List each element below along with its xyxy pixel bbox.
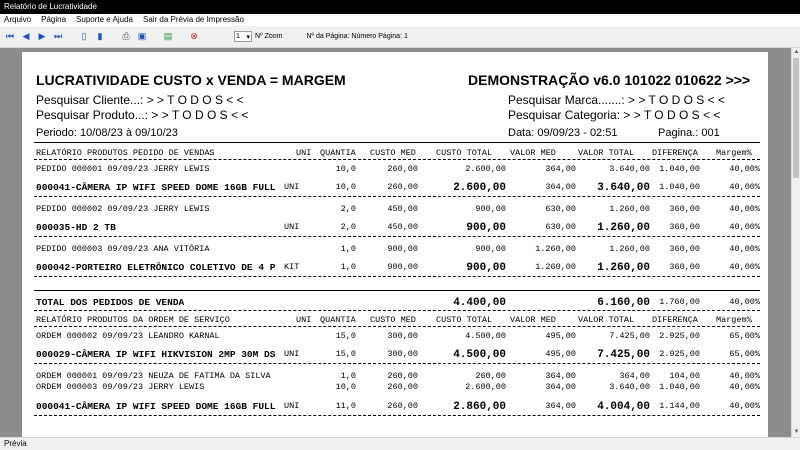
preview-viewport[interactable]: [0, 48, 791, 437]
export-excel-icon[interactable]: ▤: [163, 31, 173, 41]
toolbar: [0, 26, 800, 48]
zoom-select[interactable]: 1 ▾: [236, 33, 250, 41]
report-period: Periodo: 10/08/23 à 09/10/23: [36, 127, 178, 139]
detail-row: PEDIDO 000002 09/09/23 JERRY LEWIS 2,0 450,00 900,00 630,00 1.260,00 360,00 40,00%: [36, 204, 760, 214]
window-title: Relatório de Lucratividade: [0, 0, 800, 14]
detail-row: ORDEM 000001 09/09/23 NEUZA DE FATIMA DA SILVA 1,0 260,00 260,00 364,00 364,00 104,00 40,00%: [36, 371, 760, 381]
menu-sair-previa[interactable]: Sair da Prévia de Impressão: [142, 15, 244, 24]
detail-row: PEDIDO 000001 09/09/23 JERRY LEWIS 10,0 260,00 2.600,00 364,00 3.640,00 1.040,00 40,00%: [36, 164, 760, 174]
single-page-icon[interactable]: ▯: [81, 31, 87, 41]
filter-cliente: Pesquisar Cliente...: > > T O D O S < <: [36, 93, 244, 107]
menu-pagina[interactable]: Página: [41, 15, 67, 24]
total-row: TOTAL DOS PEDIDOS DE VENDA 4.400,00 6.160,00 1.760,00 40,00%: [36, 297, 760, 309]
report-page-number: Pagina.: 001: [658, 127, 720, 139]
menu-suporte[interactable]: Suporte e Ajuda: [76, 15, 133, 24]
vertical-scrollbar[interactable]: [791, 48, 800, 437]
scroll-thumb[interactable]: [793, 58, 799, 178]
prev-page-icon[interactable]: ◀: [22, 31, 30, 41]
product-row: 000035-HD 2 TB UNI 2,0 450,00 900,00 630,00 1.260,00 360,00 40,00%: [36, 222, 760, 234]
chevron-down-icon: ▾: [246, 33, 250, 41]
section2-header: RELATÓRIO PRODUTOS DA ORDEM DE SERVIÇO UNI QUANTIA CUSTO MED CUSTO TOTAL VALOR MED VALOR TOTAL DIFERENÇA Margem%: [36, 315, 752, 325]
filter-marca: Pesquisar Marca.......: > > T O D O S < <: [508, 93, 725, 107]
filter-categoria: Pesquisar Categoria: > > T O D O S < <: [508, 108, 721, 122]
detail-row: ORDEM 000002 09/09/23 LEANDRO KARNAL 15,0 300,00 4.500,00 495,00 7.425,00 2.925,00 65,00%: [36, 331, 760, 341]
first-page-icon[interactable]: ⏮: [5, 31, 15, 41]
print-setup-icon[interactable]: ▣: [137, 31, 147, 41]
zoom-label: Nº Zoom: [255, 33, 283, 40]
menu-arquivo[interactable]: Arquivo: [4, 15, 32, 24]
product-row: 000041-CÂMERA IP WIFI SPEED DOME 16GB FULL UNI 10,0 260,00 2.600,00 364,00 3.640,00 1.040,00 40,00%: [36, 182, 760, 194]
scroll-down-icon[interactable]: ▼: [793, 429, 800, 435]
section1-header: RELATÓRIO PRODUTOS PEDIDO DE VENDAS UNI QUANTIA CUSTO MED CUSTO TOTAL VALOR MED VALOR TOTAL DIFERENÇA Margem%: [36, 148, 752, 158]
last-page-icon[interactable]: ⏭: [53, 31, 63, 41]
status-bar: Prévia: [0, 437, 800, 450]
two-page-icon[interactable]: ▮: [97, 31, 103, 41]
product-row: 000042-PORTEIRO ELETRÔNICO COLETIVO DE 4 P KIT 1,0 900,00 900,00 1.260,00 1.260,00 360,00 40,00%: [36, 262, 760, 274]
report-demo: DEMONSTRAÇÃO v6.0 101022 010622 >>>: [468, 72, 751, 88]
detail-row: ORDEM 000003 09/09/23 JERRY LEWIS 10,0 260,00 2.600,00 364,00 3.640,00 1.040,00 40,00%: [36, 382, 760, 392]
scroll-up-icon[interactable]: ▲: [793, 49, 800, 55]
report-date: Data: 09/09/23 - 02:51: [508, 127, 618, 139]
report-page: [22, 52, 768, 437]
close-preview-icon[interactable]: ⊗: [190, 31, 198, 41]
menu-bar: [0, 14, 800, 26]
next-page-icon[interactable]: ▶: [38, 31, 46, 41]
report-title: LUCRATIVIDADE CUSTO x VENDA = MARGEM: [36, 72, 346, 88]
detail-row: PEDIDO 000003 09/09/23 ANA VITÓRIA 1,0 900,00 900,00 1.260,00 1.260,00 360,00 40,00%: [36, 244, 760, 254]
filter-produto: Pesquisar Produto...: > > T O D O S < <: [36, 108, 249, 122]
product-row: 000029-CÂMERA IP WIFI HIKVISION 2MP 30M DS UNI 15,0 300,00 4.500,00 495,00 7.425,00 2.925,00 65,00%: [36, 349, 760, 361]
product-row: 000041-CÂMERA IP WIFI SPEED DOME 16GB FULL UNI 11,0 260,00 2.860,00 364,00 4.004,00 1.144,00 40,00%: [36, 401, 760, 413]
page-number-label: Nº da Página: Número Página: 1: [306, 33, 408, 40]
print-icon[interactable]: ⎙: [122, 31, 130, 41]
